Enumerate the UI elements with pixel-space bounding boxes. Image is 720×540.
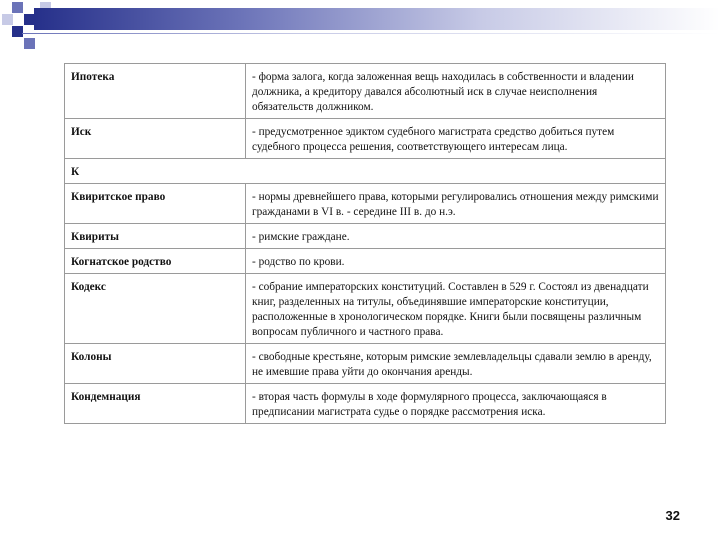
definition-cell: - родство по крови. bbox=[246, 249, 666, 274]
term-cell: Иск bbox=[65, 119, 246, 159]
term-cell: Квиритское право bbox=[65, 184, 246, 224]
term-cell: Когнатское родство bbox=[65, 249, 246, 274]
term-cell: Кондемнация bbox=[65, 384, 246, 424]
section-letter: К bbox=[65, 159, 666, 184]
table-row bbox=[65, 224, 666, 249]
header-gradient-bar bbox=[34, 8, 720, 30]
definition-cell: - свободные крестьяне, которым римские землевладельцы сдавали землю в аренду, не имевшие права уйти до окончания аренды. bbox=[246, 344, 666, 384]
definition-cell: - нормы древнейшего права, которыми регулировались отношения между римскими гражданами в VI в. - середине III в. до н.э. bbox=[246, 184, 666, 224]
page-number: 32 bbox=[665, 508, 680, 523]
term-cell: Колоны bbox=[65, 344, 246, 384]
decorative-square bbox=[2, 14, 13, 25]
definition-cell: - вторая часть формулы в ходе формулярного процесса, заключающаяся в предписании магистрата судье о порядке рассмотрения иска. bbox=[246, 384, 666, 424]
glossary-table bbox=[64, 63, 666, 424]
table-row bbox=[65, 64, 666, 119]
table-row bbox=[65, 344, 666, 384]
decorative-square bbox=[24, 38, 35, 49]
table-row bbox=[65, 119, 666, 159]
decorative-square bbox=[12, 26, 23, 37]
table-row bbox=[65, 384, 666, 424]
table-row bbox=[65, 274, 666, 344]
definition-cell: - римские граждане. bbox=[246, 224, 666, 249]
definition-cell: - собрание императорских конституций. Составлен в 529 г. Состоял из двенадцати книг, разделенных на титулы, объединявшие императорские конституции, расположенные в хронологическом порядке. Книги были посвящены различным вопросам публичного и частного права. bbox=[246, 274, 666, 344]
definition-cell: - форма залога, когда заложенная вещь находилась в собственности и владении должника, а кредитору давался абсолютный иск в случае неисполнения обязательств должником. bbox=[246, 64, 666, 119]
decorative-square bbox=[12, 2, 23, 13]
section-letter-row bbox=[65, 159, 666, 184]
definition-cell: - предусмотренное эдиктом судебного магистрата средство добиться путем судебного процесса решения, соответствующего интересам лица. bbox=[246, 119, 666, 159]
table-row bbox=[65, 249, 666, 274]
term-cell: Кодекс bbox=[65, 274, 246, 344]
header-divider-line bbox=[22, 33, 720, 34]
term-cell: Ипотека bbox=[65, 64, 246, 119]
table-row bbox=[65, 184, 666, 224]
term-cell: Квириты bbox=[65, 224, 246, 249]
slide-header-decoration bbox=[0, 0, 720, 60]
